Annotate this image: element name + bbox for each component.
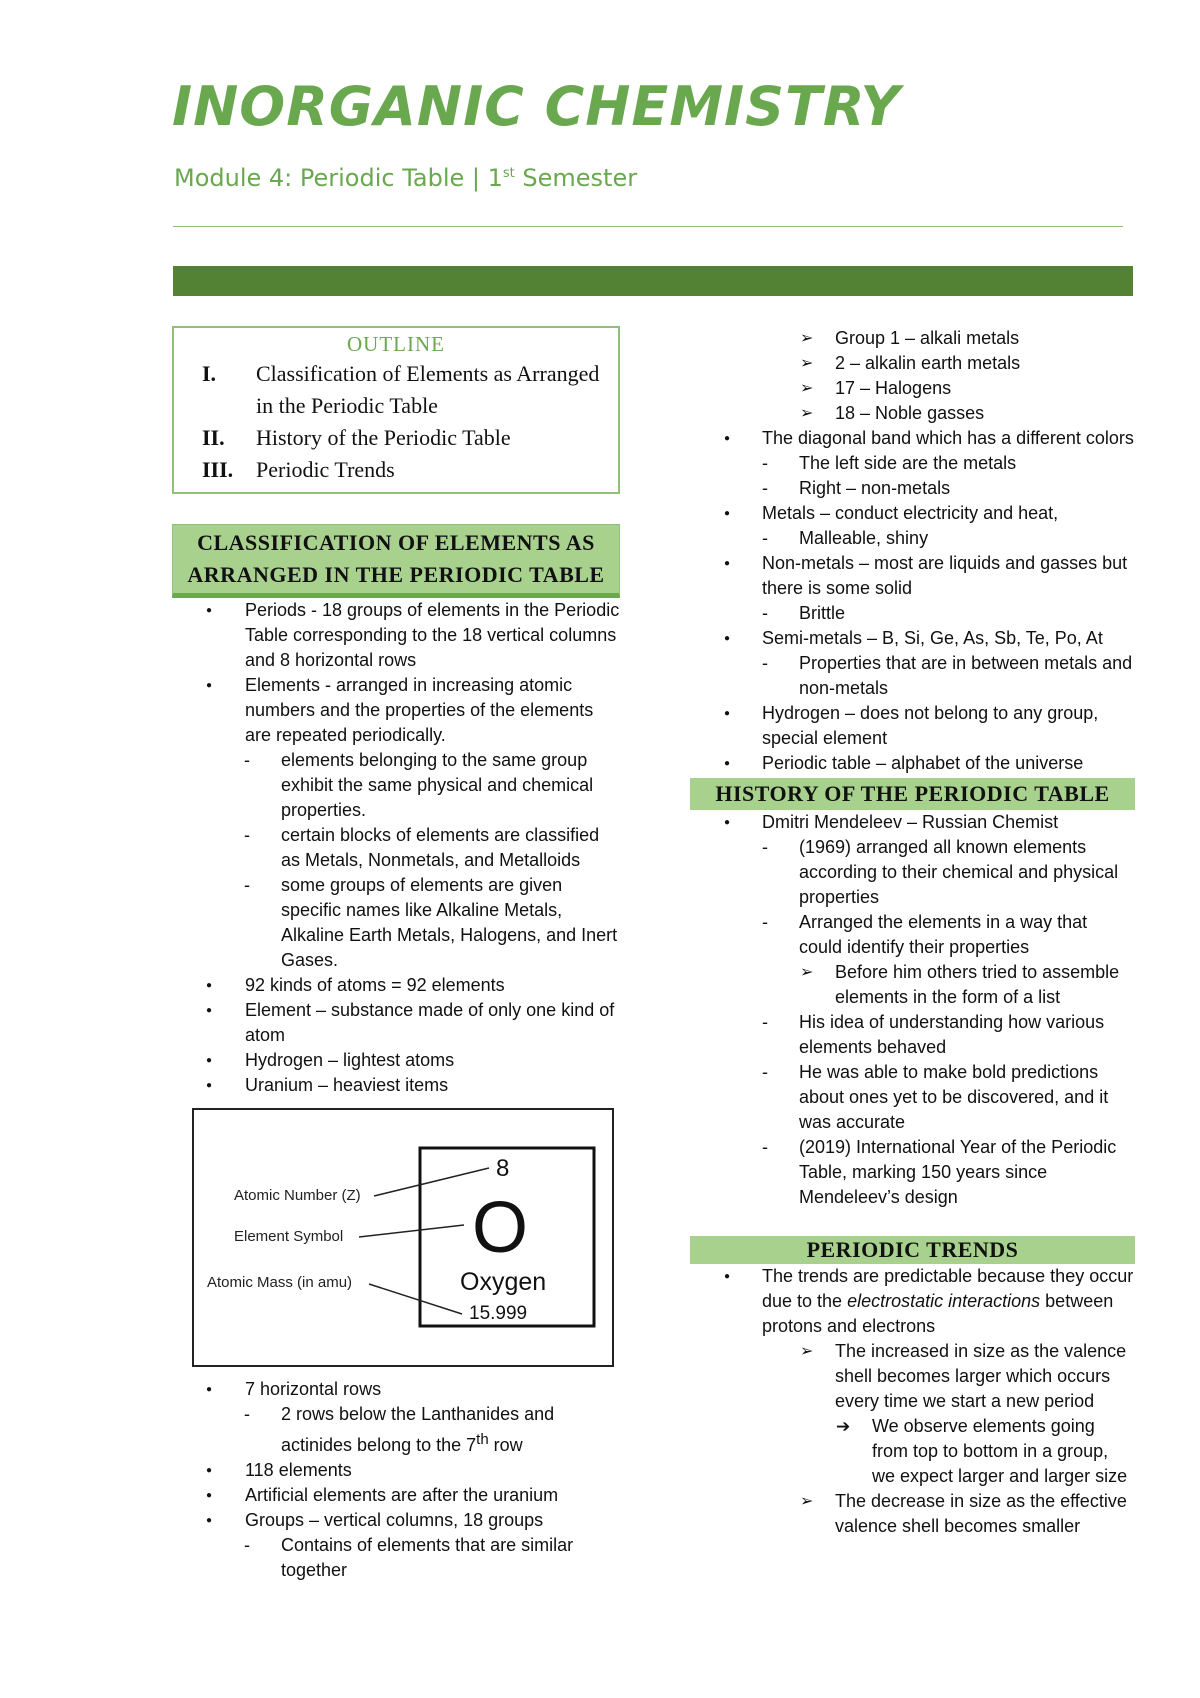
list-item-text-suffix: between protons and electrons <box>762 1291 1114 1336</box>
list-item: - (1969) arranged all known elements according to their chemical and physical properties <box>690 835 1135 910</box>
outline-item <box>184 454 608 486</box>
subtitle-suffix: Semester <box>514 164 638 192</box>
subtitle-superscript: st <box>502 166 515 181</box>
list-item: ➔ We observe elements going from top to bottom in a group, we expect larger and larger size <box>690 1414 1135 1489</box>
emphasis-text: electrostatic interactions <box>847 1291 1041 1311</box>
atomic-number-value: 8 <box>496 1155 510 1182</box>
list-item: - some groups of elements are given specific names like Alkaline Metals, Alkaline Earth Metals, Halogens, and Inert Gases. <box>172 873 622 973</box>
list-item: ● Hydrogen – lightest atoms <box>172 1048 622 1073</box>
list-item: ● Elements - arranged in increasing atomic numbers and the properties of the elements are repeated periodically. <box>172 673 622 748</box>
outline-item-text: History of the Periodic Table <box>256 425 511 450</box>
classification-heading: CLASSIFICATION OF ELEMENTS AS ARRANGED IN THE PERIODIC TABLE <box>172 524 620 598</box>
classification-list-b <box>172 1377 622 1583</box>
element-diagram <box>192 1108 614 1367</box>
list-item <box>690 1264 1135 1339</box>
atomic-mass-label: Atomic Mass (in amu) <box>207 1274 353 1291</box>
right-column <box>690 326 1135 1539</box>
list-item-text: The trends are predictable because they occur due to the <box>762 1266 1134 1311</box>
list-item: - Brittle <box>690 601 1135 626</box>
outline-item <box>184 422 608 454</box>
list-item <box>172 1402 622 1458</box>
list-item: - elements belonging to the same group exhibit the same physical and chemical properties. <box>172 748 622 823</box>
list-item: ➢ 2 – alkalin earth metals <box>690 351 1135 376</box>
classification-list-a <box>172 598 622 1098</box>
list-item: - Contains of elements that are similar together <box>172 1533 622 1583</box>
outline-item-text: Classification of Elements as Arranged in the Periodic Table <box>256 361 600 418</box>
element-symbol-value: O <box>472 1188 529 1268</box>
list-item-text: 2 rows below the Lanthanides and actinides belong to the 7 <box>281 1404 555 1455</box>
list-item: - Right – non-metals <box>690 476 1135 501</box>
list-item: ● Semi-metals – B, Si, Ge, As, Sb, Te, Po, At <box>690 626 1135 651</box>
list-item: - certain blocks of elements are classified as Metals, Nonmetals, and Metalloids <box>172 823 622 873</box>
outline-item-number: I. <box>202 361 217 386</box>
header-divider <box>173 226 1123 227</box>
list-item: - He was able to make bold predictions about ones yet to be discovered, and it was accurate <box>690 1060 1135 1135</box>
subtitle-main: Module 4: Periodic Table | 1 <box>174 164 503 192</box>
classification-continued-list <box>690 326 1135 776</box>
history-heading: HISTORY OF THE PERIODIC TABLE <box>690 778 1135 810</box>
document-subtitle <box>174 164 637 192</box>
list-item: ● Metals – conduct electricity and heat, <box>690 501 1135 526</box>
outline-box <box>172 326 620 494</box>
list-item: ● 7 horizontal rows <box>172 1377 622 1402</box>
list-item: ● Periodic table – alphabet of the universe <box>690 751 1135 776</box>
list-item: ● 92 kinds of atoms = 92 elements <box>172 973 622 998</box>
atomic-number-label: Atomic Number (Z) <box>234 1187 361 1204</box>
list-item: ● Artificial elements are after the uranium <box>172 1483 622 1508</box>
outline-item <box>184 358 608 422</box>
list-item: ● Groups – vertical columns, 18 groups <box>172 1508 622 1533</box>
list-item: - His idea of understanding how various elements behaved <box>690 1010 1135 1060</box>
list-item: ● Uranium – heaviest items <box>172 1073 622 1098</box>
list-item: ● Dmitri Mendeleev – Russian Chemist <box>690 810 1135 835</box>
list-item: - Properties that are in between metals and non-metals <box>690 651 1135 701</box>
header-band <box>173 266 1133 296</box>
list-item: ● Periods - 18 groups of elements in the Periodic Table corresponding to the 18 vertical columns and 8 horizontal rows <box>172 598 622 673</box>
element-name-value: Oxygen <box>460 1268 547 1296</box>
superscript: th <box>476 1431 489 1448</box>
left-column <box>172 326 622 1583</box>
list-item: - The left side are the metals <box>690 451 1135 476</box>
element-symbol-label: Element Symbol <box>234 1228 344 1245</box>
atomic-mass-value: 15.999 <box>469 1303 528 1324</box>
list-item: - Arranged the elements in a way that could identify their properties <box>690 910 1135 960</box>
trends-list <box>690 1264 1135 1539</box>
list-item: ➢ The decrease in size as the effective valence shell becomes smaller <box>690 1489 1135 1539</box>
list-item: - (2019) International Year of the Periodic Table, marking 150 years since Mendeleev’s design <box>690 1135 1135 1210</box>
list-item: ● The diagonal band which has a different colors <box>690 426 1135 451</box>
outline-item-number: II. <box>202 425 225 450</box>
atomic-mass-pointer <box>369 1284 462 1314</box>
list-item: ● 118 elements <box>172 1458 622 1483</box>
list-item: ➢ The increased in size as the valence shell becomes larger which occurs every time we start a new period <box>690 1339 1135 1414</box>
outline-heading: OUTLINE <box>347 332 445 356</box>
list-item: ➢ 18 – Noble gasses <box>690 401 1135 426</box>
trends-heading: PERIODIC TRENDS <box>690 1236 1135 1264</box>
outline-item-text: Periodic Trends <box>256 457 395 482</box>
list-item: - Malleable, shiny <box>690 526 1135 551</box>
element-symbol-pointer <box>359 1225 464 1237</box>
list-item: ➢ Group 1 – alkali metals <box>690 326 1135 351</box>
document-title: INORGANIC CHEMISTRY <box>172 75 901 138</box>
list-item: ➢ 17 – Halogens <box>690 376 1135 401</box>
list-item: ● Non-metals – most are liquids and gasses but there is some solid <box>690 551 1135 601</box>
list-item: ● Hydrogen – does not belong to any group, special element <box>690 701 1135 751</box>
list-item-text-suffix: row <box>488 1435 523 1455</box>
list-item: ● Element – substance made of only one kind of atom <box>172 998 622 1048</box>
list-item: ➢ Before him others tried to assemble elements in the form of a list <box>690 960 1135 1010</box>
outline-item-number: III. <box>202 457 234 482</box>
history-list <box>690 810 1135 1210</box>
